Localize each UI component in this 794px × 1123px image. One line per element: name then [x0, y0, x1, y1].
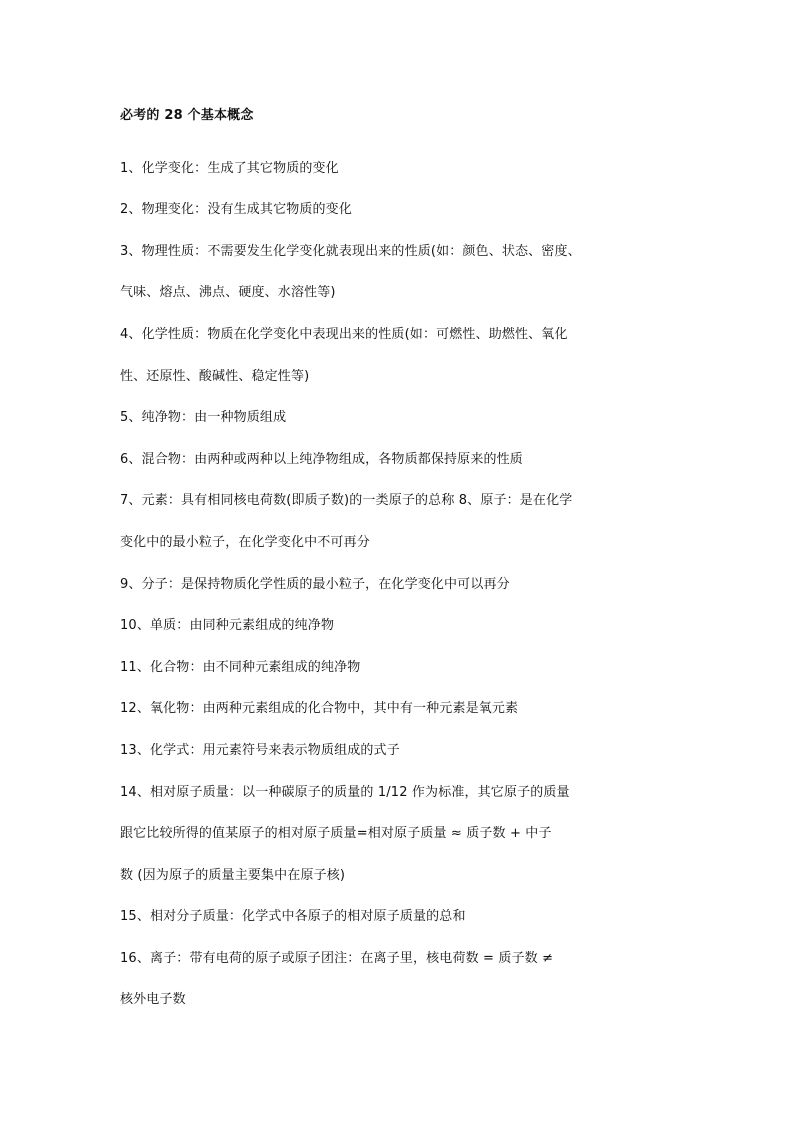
concept-line: 7、元素：具有相同核电荷数(即质子数)的一类原子的总称 8、原子：是在化学	[120, 493, 573, 509]
concept-line: 2、物理变化：没有生成其它物质的变化	[120, 202, 352, 218]
concept-item-5	[120, 397, 676, 439]
concept-line: 4、化学性质：物质在化学变化中表现出来的性质(如：可燃性、助燃性、氧化	[120, 326, 568, 342]
concept-item-3	[120, 231, 676, 314]
concept-item-11	[120, 647, 676, 689]
concept-line: 核外电子数	[120, 992, 186, 1008]
concept-line: 12、氧化物：由两种元素组成的化合物中，其中有一种元素是氧元素	[120, 701, 519, 717]
concept-item-7	[120, 480, 676, 563]
concept-item-4	[120, 314, 676, 397]
concept-line: 5、纯净物：由一种物质组成	[120, 410, 287, 426]
concept-item-9	[120, 564, 676, 606]
concept-line: 9、分子：是保持物质化学性质的最小粒子，在化学变化中可以再分	[120, 576, 510, 592]
concept-line: 14、相对原子质量：以一种碳原子的质量的 1/12 作为标准，其它原子的质量	[120, 784, 570, 800]
concept-item-15	[120, 896, 676, 938]
concept-item-1	[120, 148, 676, 190]
concept-item-2	[120, 189, 676, 231]
concept-line: 15、相对分子质量：化学式中各原子的相对原子质量的总和	[120, 909, 466, 925]
concept-item-6	[120, 439, 676, 481]
concept-line: 变化中的最小粒子，在化学变化中不可再分	[120, 534, 370, 550]
concept-line: 13、化学式：用元素符号来表示物质组成的式子	[120, 742, 400, 758]
concept-item-13	[120, 730, 676, 772]
document-body	[120, 106, 676, 1021]
concept-line: 性、还原性、酸碱性、稳定性等)	[120, 368, 310, 384]
concept-line: 数 (因为原子的质量主要集中在原子核)	[120, 867, 346, 883]
concept-line: 1、化学变化：生成了其它物质的变化	[120, 160, 339, 176]
concept-item-12	[120, 688, 676, 730]
concept-item-14	[120, 772, 676, 897]
concept-line: 3、物理性质：不需要发生化学变化就表现出来的性质(如：颜色、状态、密度、	[120, 243, 581, 259]
concept-line: 10、单质：由同种元素组成的纯净物	[120, 618, 335, 634]
concept-line: 6、混合物：由两种或两种以上纯净物组成，各物质都保持原来的性质	[120, 451, 523, 467]
concept-line: 气味、熔点、沸点、硬度、水溶性等)	[120, 285, 336, 301]
document-title: 必考的 28 个基本概念	[120, 108, 254, 123]
concept-item-16	[120, 938, 676, 1021]
concept-item-10	[120, 605, 676, 647]
concept-line: 跟它比较所得的值某原子的相对原子质量=相对原子质量 ≈ 质子数 + 中子	[120, 826, 552, 842]
concept-line: 11、化合物：由不同种元素组成的纯净物	[120, 659, 361, 675]
concept-line: 16、离子：带有电荷的原子或原子团注：在离子里，核电荷数 = 质子数 ≠	[120, 950, 554, 966]
